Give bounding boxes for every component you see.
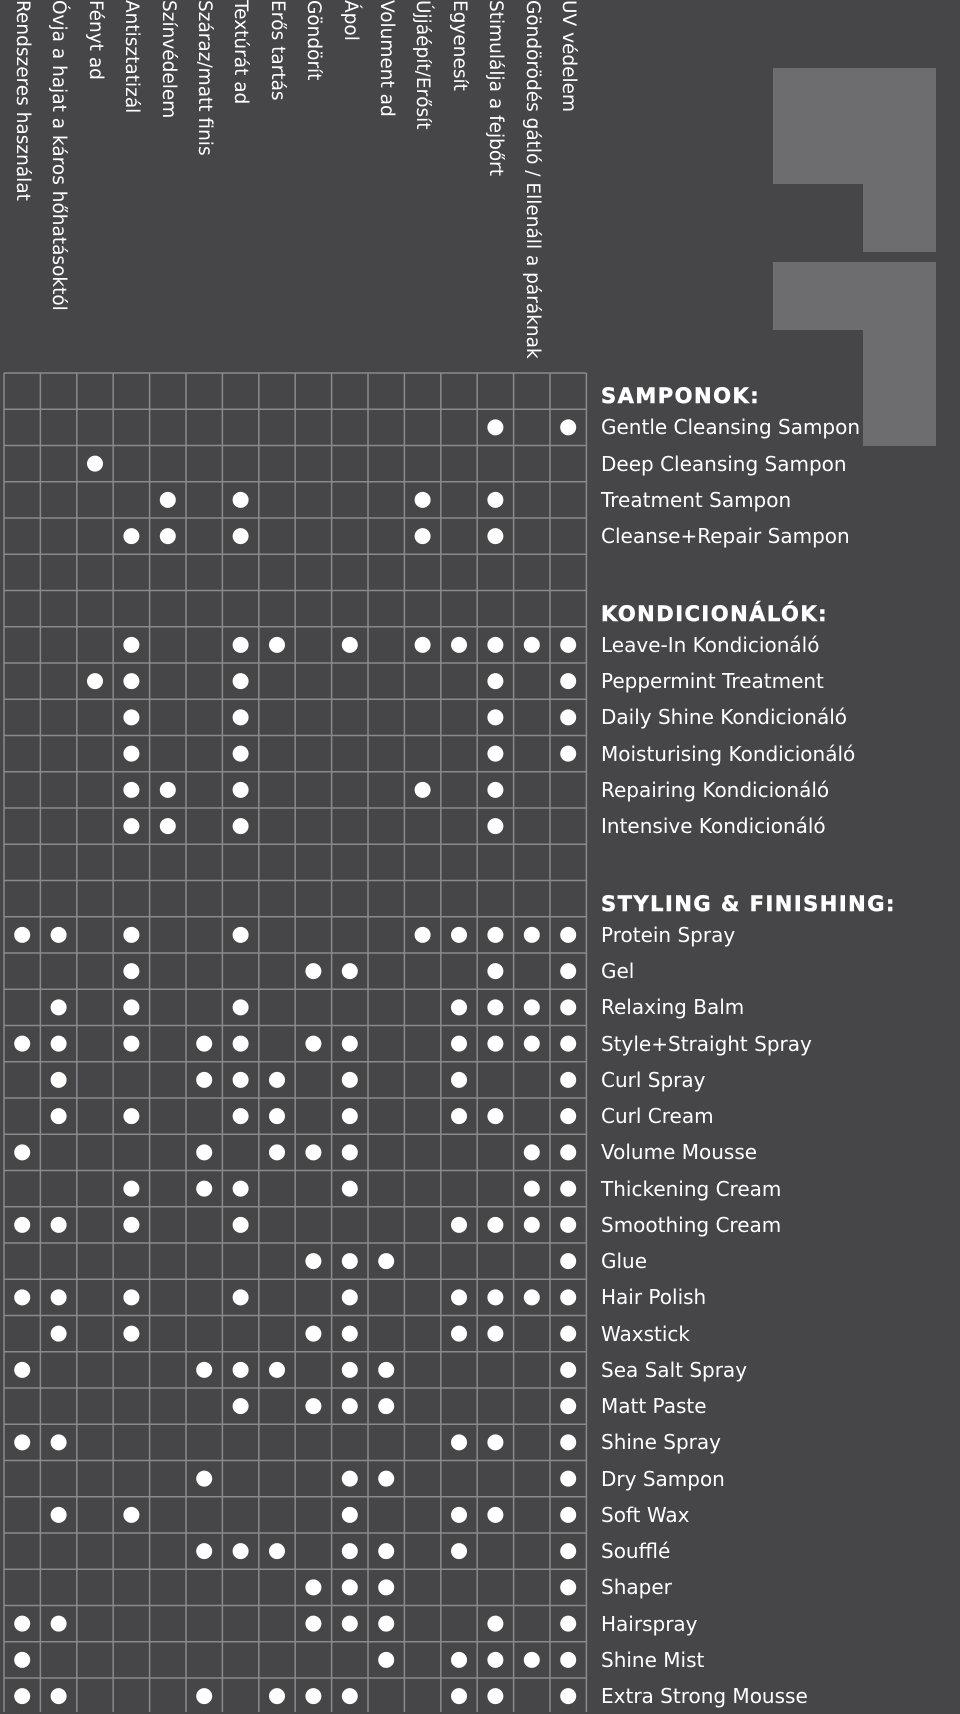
feature-dot bbox=[51, 1217, 67, 1233]
feature-dot bbox=[451, 1036, 467, 1052]
feature-dot bbox=[196, 1181, 212, 1197]
product-name: Shaper bbox=[601, 1575, 672, 1600]
column-header-label: Óvja a hajat a káros hőhatásoktól bbox=[48, 0, 70, 311]
product-name: Matt Paste bbox=[601, 1394, 707, 1418]
feature-dot bbox=[451, 1072, 467, 1088]
feature-dot bbox=[123, 1217, 139, 1233]
feature-dot bbox=[487, 1036, 503, 1052]
column-header bbox=[404, 0, 440, 366]
feature-dot bbox=[342, 1543, 358, 1559]
column-header-label: Ápol bbox=[339, 0, 361, 41]
product-name: Cleanse+Repair Sampon bbox=[601, 524, 850, 548]
feature-dot bbox=[487, 492, 503, 508]
column-header bbox=[222, 0, 258, 366]
feature-dot bbox=[524, 1289, 540, 1305]
feature-dot bbox=[487, 782, 503, 798]
feature-dot bbox=[233, 1289, 249, 1305]
feature-dot bbox=[123, 528, 139, 544]
feature-dot bbox=[196, 1072, 212, 1088]
feature-dot bbox=[487, 1616, 503, 1632]
feature-dot bbox=[378, 1398, 394, 1414]
feature-dot bbox=[233, 1108, 249, 1124]
feature-dot bbox=[233, 1543, 249, 1559]
feature-dot bbox=[51, 1108, 67, 1124]
feature-dot bbox=[196, 1471, 212, 1487]
column-header bbox=[186, 0, 222, 366]
feature-dot bbox=[451, 1289, 467, 1305]
product-name: Gentle Cleansing Sampon bbox=[601, 415, 861, 440]
column-header bbox=[77, 0, 113, 366]
feature-dot bbox=[123, 1108, 139, 1124]
feature-dot bbox=[233, 927, 249, 943]
feature-dot bbox=[196, 1543, 212, 1559]
feature-dot bbox=[14, 1362, 30, 1378]
feature-dot bbox=[14, 1616, 30, 1632]
product-name: Hair Polish bbox=[601, 1285, 707, 1310]
column-header-label: Erős tartás bbox=[266, 0, 288, 101]
feature-dot bbox=[524, 1144, 540, 1160]
column-header bbox=[368, 0, 404, 366]
feature-dot bbox=[560, 1072, 576, 1088]
feature-dot bbox=[415, 492, 431, 508]
feature-dot bbox=[560, 637, 576, 653]
feature-dot bbox=[305, 1579, 321, 1595]
feature-dot bbox=[451, 1652, 467, 1668]
feature-dot bbox=[560, 419, 576, 435]
product-name: Sea Salt Spray bbox=[601, 1357, 748, 1382]
feature-dot bbox=[342, 1326, 358, 1342]
feature-dot bbox=[560, 709, 576, 725]
feature-dot bbox=[560, 1217, 576, 1233]
feature-dot bbox=[487, 1326, 503, 1342]
column-header bbox=[113, 0, 149, 366]
feature-dot bbox=[560, 1398, 576, 1414]
feature-dot bbox=[560, 746, 576, 762]
feature-dot bbox=[415, 528, 431, 544]
feature-dot bbox=[342, 1471, 358, 1487]
feature-dot bbox=[378, 1579, 394, 1595]
feature-dot bbox=[560, 963, 576, 979]
product-name: Glue bbox=[601, 1249, 648, 1273]
column-header bbox=[550, 0, 586, 366]
product-name: Style+Straight Spray bbox=[601, 1031, 812, 1056]
feature-dot bbox=[560, 1362, 576, 1378]
column-header-label: Újjáépít/Erősít bbox=[412, 0, 434, 130]
feature-dot bbox=[415, 637, 431, 653]
section-heading: SAMPONOK: bbox=[601, 384, 761, 409]
feature-dot bbox=[123, 709, 139, 725]
feature-dot bbox=[560, 999, 576, 1015]
feature-dot bbox=[415, 927, 431, 943]
column-header-label: Színvédelem bbox=[157, 0, 179, 119]
feature-dot bbox=[524, 1036, 540, 1052]
feature-dot bbox=[560, 1616, 576, 1632]
feature-dot bbox=[123, 637, 139, 653]
feature-dot bbox=[342, 1108, 358, 1124]
feature-dot bbox=[233, 709, 249, 725]
feature-dot bbox=[342, 1579, 358, 1595]
feature-dot bbox=[87, 673, 103, 689]
feature-dot bbox=[487, 1434, 503, 1450]
feature-dot bbox=[342, 1289, 358, 1305]
feature-dot bbox=[560, 1108, 576, 1124]
feature-dot bbox=[560, 1434, 576, 1450]
feature-dot bbox=[560, 1289, 576, 1305]
feature-dot bbox=[487, 1507, 503, 1523]
feature-dot bbox=[451, 1108, 467, 1124]
feature-dot bbox=[487, 1108, 503, 1124]
feature-dot bbox=[123, 999, 139, 1015]
feature-dot bbox=[342, 963, 358, 979]
feature-dot bbox=[305, 1144, 321, 1160]
feature-dot bbox=[14, 1652, 30, 1668]
feature-dot bbox=[560, 1688, 576, 1704]
feature-dot bbox=[524, 1181, 540, 1197]
feature-dot bbox=[51, 1688, 67, 1704]
feature-dot bbox=[233, 1362, 249, 1378]
feature-dot bbox=[233, 1072, 249, 1088]
feature-dot bbox=[14, 1036, 30, 1052]
feature-dot bbox=[233, 673, 249, 689]
feature-dot bbox=[378, 1471, 394, 1487]
feature-dot bbox=[51, 1036, 67, 1052]
column-header-label: Göndörödés gátló / Ellenáll a páráknak bbox=[521, 0, 543, 359]
feature-dot bbox=[415, 782, 431, 798]
feature-dot bbox=[51, 999, 67, 1015]
feature-dot bbox=[487, 999, 503, 1015]
feature-dot bbox=[196, 1362, 212, 1378]
feature-dot bbox=[487, 1289, 503, 1305]
product-name: Shine Mist bbox=[601, 1647, 705, 1672]
feature-dot bbox=[451, 1543, 467, 1559]
feature-dot bbox=[560, 1507, 576, 1523]
feature-dot bbox=[233, 637, 249, 653]
feature-dot bbox=[451, 1217, 467, 1233]
feature-dot bbox=[14, 1434, 30, 1450]
feature-dot bbox=[342, 1362, 358, 1378]
feature-dot bbox=[233, 818, 249, 834]
feature-dot bbox=[123, 1181, 139, 1197]
feature-dot bbox=[487, 637, 503, 653]
feature-dot bbox=[123, 1289, 139, 1305]
feature-dot bbox=[305, 1036, 321, 1052]
product-name: Soufflé bbox=[601, 1539, 671, 1563]
product-name: Shine Spray bbox=[601, 1430, 721, 1455]
feature-dot bbox=[123, 818, 139, 834]
feature-dot bbox=[451, 1507, 467, 1523]
product-name: Volume Mousse bbox=[601, 1140, 758, 1165]
feature-dot bbox=[342, 1398, 358, 1414]
column-header-label: Stimulálja a fejbőrt bbox=[485, 0, 507, 177]
feature-dot bbox=[487, 709, 503, 725]
feature-dot bbox=[451, 999, 467, 1015]
feature-dot bbox=[560, 1144, 576, 1160]
feature-dot bbox=[123, 963, 139, 979]
product-name: Thickening Cream bbox=[601, 1176, 782, 1201]
feature-dot bbox=[51, 1326, 67, 1342]
column-header-label: Volument ad bbox=[376, 0, 397, 117]
feature-dot bbox=[14, 1688, 30, 1704]
feature-dot bbox=[342, 637, 358, 653]
feature-dot bbox=[342, 1253, 358, 1269]
product-name: Intensive Kondicionáló bbox=[601, 814, 826, 838]
feature-dot bbox=[196, 1144, 212, 1160]
feature-dot bbox=[524, 1217, 540, 1233]
product-name: Curl Spray bbox=[601, 1067, 706, 1092]
feature-dot bbox=[342, 1072, 358, 1088]
feature-dot bbox=[196, 1036, 212, 1052]
feature-dot bbox=[487, 1652, 503, 1668]
feature-dot bbox=[14, 1289, 30, 1305]
product-name: Gel bbox=[601, 959, 635, 983]
feature-dot bbox=[233, 782, 249, 798]
feature-dot bbox=[160, 492, 176, 508]
column-header bbox=[441, 0, 477, 366]
column-header bbox=[259, 0, 295, 366]
feature-dot bbox=[560, 1579, 576, 1595]
column-header bbox=[150, 0, 186, 366]
feature-dot bbox=[524, 1652, 540, 1668]
feature-dot bbox=[51, 1434, 67, 1450]
product-name: Smoothing Cream bbox=[601, 1212, 782, 1237]
feature-dot bbox=[451, 1688, 467, 1704]
feature-dot bbox=[487, 1217, 503, 1233]
feature-dot bbox=[305, 1326, 321, 1342]
product-name: Soft Wax bbox=[601, 1502, 690, 1527]
feature-dot bbox=[233, 528, 249, 544]
product-name: Extra Strong Mousse bbox=[601, 1684, 808, 1708]
feature-dot bbox=[487, 673, 503, 689]
feature-dot bbox=[305, 1688, 321, 1704]
product-name: Deep Cleansing Sampon bbox=[601, 451, 847, 476]
feature-dot bbox=[269, 1688, 285, 1704]
column-header bbox=[332, 0, 368, 366]
feature-dot bbox=[451, 637, 467, 653]
feature-dot bbox=[123, 782, 139, 798]
feature-dot bbox=[160, 818, 176, 834]
column-header-label: Antisztatizál bbox=[121, 0, 143, 114]
feature-dot bbox=[160, 528, 176, 544]
feature-dot bbox=[269, 1362, 285, 1378]
product-name: Treatment Sampon bbox=[601, 487, 792, 512]
feature-dot bbox=[87, 456, 103, 472]
feature-dot bbox=[378, 1543, 394, 1559]
feature-dot bbox=[233, 999, 249, 1015]
feature-dot bbox=[269, 1543, 285, 1559]
feature-dot bbox=[233, 1217, 249, 1233]
product-name: Leave-In Kondicionáló bbox=[601, 632, 820, 657]
product-name: Curl Cream bbox=[601, 1104, 714, 1128]
section-heading: STYLING & FINISHING: bbox=[601, 891, 896, 916]
product-name: Waxstick bbox=[601, 1321, 690, 1346]
feature-dot bbox=[342, 1507, 358, 1523]
feature-dot bbox=[487, 818, 503, 834]
feature-dot bbox=[487, 746, 503, 762]
feature-dot bbox=[51, 1616, 67, 1632]
feature-dot bbox=[378, 1652, 394, 1668]
feature-dot bbox=[560, 1652, 576, 1668]
feature-dot bbox=[487, 419, 503, 435]
product-name: Hairspray bbox=[601, 1611, 698, 1636]
feature-dot bbox=[123, 1507, 139, 1523]
feature-dot bbox=[51, 1072, 67, 1088]
feature-dot bbox=[233, 1398, 249, 1414]
feature-dot bbox=[560, 1543, 576, 1559]
feature-dot bbox=[451, 1326, 467, 1342]
feature-dot bbox=[233, 746, 249, 762]
column-header-label: Göndörít bbox=[303, 0, 325, 81]
column-header bbox=[295, 0, 331, 366]
feature-dot bbox=[560, 1471, 576, 1487]
section-heading: KONDICIONÁLÓK: bbox=[601, 601, 829, 626]
feature-dot bbox=[123, 746, 139, 762]
feature-dot bbox=[233, 492, 249, 508]
feature-dot bbox=[269, 1072, 285, 1088]
feature-dot bbox=[196, 1688, 212, 1704]
feature-dot bbox=[560, 1036, 576, 1052]
feature-dot bbox=[342, 1181, 358, 1197]
product-name: Protein Spray bbox=[601, 922, 736, 947]
feature-dot bbox=[560, 1253, 576, 1269]
feature-dot bbox=[14, 1217, 30, 1233]
feature-dot bbox=[524, 999, 540, 1015]
feature-dot bbox=[487, 927, 503, 943]
feature-dot bbox=[342, 1616, 358, 1632]
product-name: Moisturising Kondicionáló bbox=[601, 741, 856, 766]
feature-dot bbox=[560, 927, 576, 943]
feature-dot bbox=[233, 1181, 249, 1197]
column-header bbox=[514, 0, 550, 366]
feature-dot bbox=[233, 1036, 249, 1052]
product-name: Repairing Kondicionáló bbox=[601, 777, 830, 802]
column-header bbox=[40, 0, 76, 366]
feature-dot bbox=[123, 1326, 139, 1342]
feature-dot bbox=[451, 927, 467, 943]
feature-dot bbox=[342, 1688, 358, 1704]
feature-dot bbox=[378, 1253, 394, 1269]
feature-dot bbox=[305, 1616, 321, 1632]
product-name: Peppermint Treatment bbox=[601, 669, 824, 693]
product-name: Relaxing Balm bbox=[601, 995, 745, 1020]
column-header-label: Fényt ad bbox=[84, 0, 106, 80]
feature-dot bbox=[524, 927, 540, 943]
feature-dot bbox=[305, 963, 321, 979]
product-name: Dry Sampon bbox=[601, 1466, 725, 1491]
feature-dot bbox=[560, 1181, 576, 1197]
feature-dot bbox=[123, 673, 139, 689]
feature-dot bbox=[14, 1144, 30, 1160]
feature-dot bbox=[378, 1362, 394, 1378]
feature-dot bbox=[51, 1289, 67, 1305]
feature-dot bbox=[305, 1398, 321, 1414]
feature-dot bbox=[269, 637, 285, 653]
feature-dot bbox=[123, 927, 139, 943]
feature-dot bbox=[305, 1253, 321, 1269]
feature-dot bbox=[51, 1507, 67, 1523]
feature-dot bbox=[342, 1036, 358, 1052]
feature-dot bbox=[524, 637, 540, 653]
column-header-label: Rendszeres használat bbox=[12, 0, 33, 201]
column-header-label: Egyenesít bbox=[448, 0, 470, 91]
feature-dot bbox=[560, 1326, 576, 1342]
feature-dot bbox=[160, 782, 176, 798]
feature-dot bbox=[269, 1144, 285, 1160]
feature-dot bbox=[123, 1036, 139, 1052]
column-header bbox=[4, 0, 40, 366]
feature-dot bbox=[14, 927, 30, 943]
column-header-label: Textúrát ad bbox=[230, 0, 252, 105]
feature-dot bbox=[487, 1688, 503, 1704]
column-header-label: Száraz/matt finis bbox=[194, 0, 215, 156]
feature-dot bbox=[378, 1616, 394, 1632]
feature-dot bbox=[269, 1108, 285, 1124]
product-name: Daily Shine Kondicionáló bbox=[601, 705, 848, 730]
feature-dot bbox=[487, 963, 503, 979]
column-header-label: UV védelem bbox=[558, 0, 579, 113]
feature-dot bbox=[451, 1434, 467, 1450]
column-header bbox=[477, 0, 513, 366]
feature-dot bbox=[487, 528, 503, 544]
feature-dot bbox=[51, 927, 67, 943]
feature-dot bbox=[560, 673, 576, 689]
feature-dot bbox=[342, 1144, 358, 1160]
